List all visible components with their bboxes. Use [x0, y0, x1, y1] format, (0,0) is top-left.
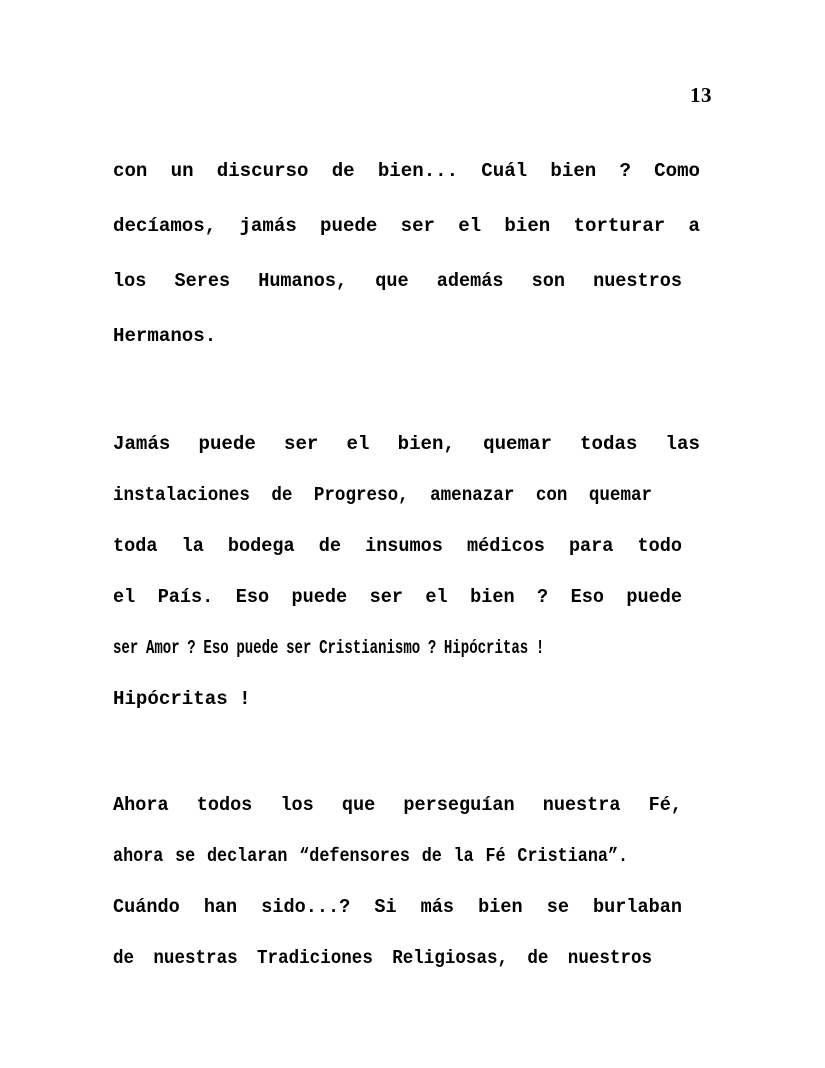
word: el	[113, 586, 136, 608]
word: los	[113, 270, 147, 292]
word: de	[318, 535, 341, 557]
word: bien	[504, 215, 551, 237]
word: ser	[286, 637, 312, 659]
word: el	[346, 433, 370, 455]
word: con	[113, 160, 148, 182]
word: bien	[470, 586, 515, 608]
word: Hipócritas	[443, 637, 529, 659]
word: la	[181, 535, 204, 557]
word: de	[527, 947, 549, 969]
text-line	[113, 254, 682, 309]
word: amenazar	[430, 484, 515, 506]
word: ahora	[113, 845, 164, 867]
page-number: 13	[690, 83, 712, 107]
word: médicos	[467, 535, 545, 557]
word: discurso	[216, 160, 309, 182]
word: ser	[113, 637, 139, 659]
word: instalaciones	[113, 484, 250, 506]
text-line: Hipócritas !	[113, 688, 251, 710]
word: nuestra	[542, 794, 621, 816]
word: Eso	[235, 586, 270, 608]
word: han	[203, 896, 238, 918]
word: Eso	[203, 637, 229, 659]
word: todas	[580, 433, 638, 455]
word: jamás	[239, 215, 297, 237]
word: nuestras	[153, 947, 238, 969]
word: quemar	[588, 484, 653, 506]
word: ser	[283, 433, 319, 455]
word: ?	[187, 637, 196, 659]
word: los	[280, 794, 314, 816]
word: Fé	[485, 845, 506, 867]
word: nuestros	[567, 947, 653, 969]
text-line	[113, 199, 700, 254]
word: Eso	[570, 586, 604, 608]
word: burlaban	[593, 896, 682, 918]
word: !	[535, 637, 545, 659]
word: ser	[400, 215, 436, 237]
word: bien...	[377, 160, 459, 182]
word: Tradiciones	[257, 947, 373, 969]
text-line	[113, 419, 700, 470]
word: Progreso,	[313, 484, 409, 506]
word: sido...?	[261, 896, 351, 918]
word: de	[331, 160, 355, 182]
word: Ahora	[113, 794, 169, 816]
word: Seres	[174, 270, 231, 292]
word: el	[425, 586, 448, 608]
word: ?	[427, 637, 437, 659]
word: de	[113, 947, 135, 969]
text-line	[113, 623, 544, 674]
word: todo	[637, 535, 682, 557]
word: un	[170, 160, 194, 182]
word: bodega	[227, 535, 295, 557]
word: puede	[198, 433, 256, 455]
word: bien	[478, 896, 523, 918]
word: Amor	[145, 637, 180, 659]
word: Fé,	[648, 794, 683, 816]
word: Si	[374, 896, 397, 918]
word: ?	[619, 160, 631, 182]
word: Cristiana”.	[517, 845, 629, 867]
word: todos	[196, 794, 253, 816]
word: que	[341, 794, 376, 816]
word: decíamos,	[113, 215, 217, 237]
text-line	[113, 144, 700, 199]
word: Cuándo	[113, 896, 180, 918]
word: puede	[626, 586, 683, 608]
word: son	[531, 270, 565, 292]
word: puede	[291, 586, 348, 608]
word: ser	[369, 586, 403, 608]
paragraph	[113, 419, 712, 725]
word: las	[665, 433, 700, 455]
word: puede	[236, 637, 279, 659]
text-line	[113, 470, 652, 521]
word: toda	[113, 535, 158, 557]
text-line	[113, 882, 682, 933]
document-body	[113, 144, 712, 984]
word: quemar	[483, 433, 552, 455]
text-line	[113, 831, 628, 882]
text-line	[113, 521, 682, 572]
word: perseguían	[403, 794, 515, 816]
paragraph	[113, 780, 712, 984]
word: ?	[537, 586, 549, 608]
word: puede	[320, 215, 378, 237]
paragraph	[113, 144, 712, 364]
word: se	[175, 845, 196, 867]
text-line	[113, 933, 652, 984]
word: bien	[550, 160, 597, 182]
word: Cuál	[481, 160, 528, 182]
word: nuestros	[593, 270, 683, 292]
text-line	[113, 572, 682, 623]
word: se	[546, 896, 569, 918]
word: Cristianismo	[319, 637, 421, 659]
text-line: Hermanos.	[113, 325, 217, 347]
word: Jamás	[113, 433, 171, 455]
word: “defensores	[299, 845, 410, 867]
word: torturar	[573, 215, 666, 237]
word: más	[420, 896, 455, 918]
word: que	[375, 270, 409, 292]
word: Humanos,	[258, 270, 348, 292]
word: para	[568, 535, 614, 557]
word: la	[453, 845, 474, 867]
word: bien,	[397, 433, 455, 455]
word: insumos	[365, 535, 443, 557]
word: con	[535, 484, 568, 506]
word: de	[421, 845, 442, 867]
word: además	[436, 270, 504, 292]
word: País.	[157, 586, 214, 608]
text-line	[113, 780, 682, 831]
word: de	[271, 484, 293, 506]
word: declaran	[206, 845, 288, 867]
word: el	[458, 215, 482, 237]
word: Como	[654, 160, 701, 182]
word: a	[688, 215, 700, 237]
word: Religiosas,	[392, 947, 509, 969]
